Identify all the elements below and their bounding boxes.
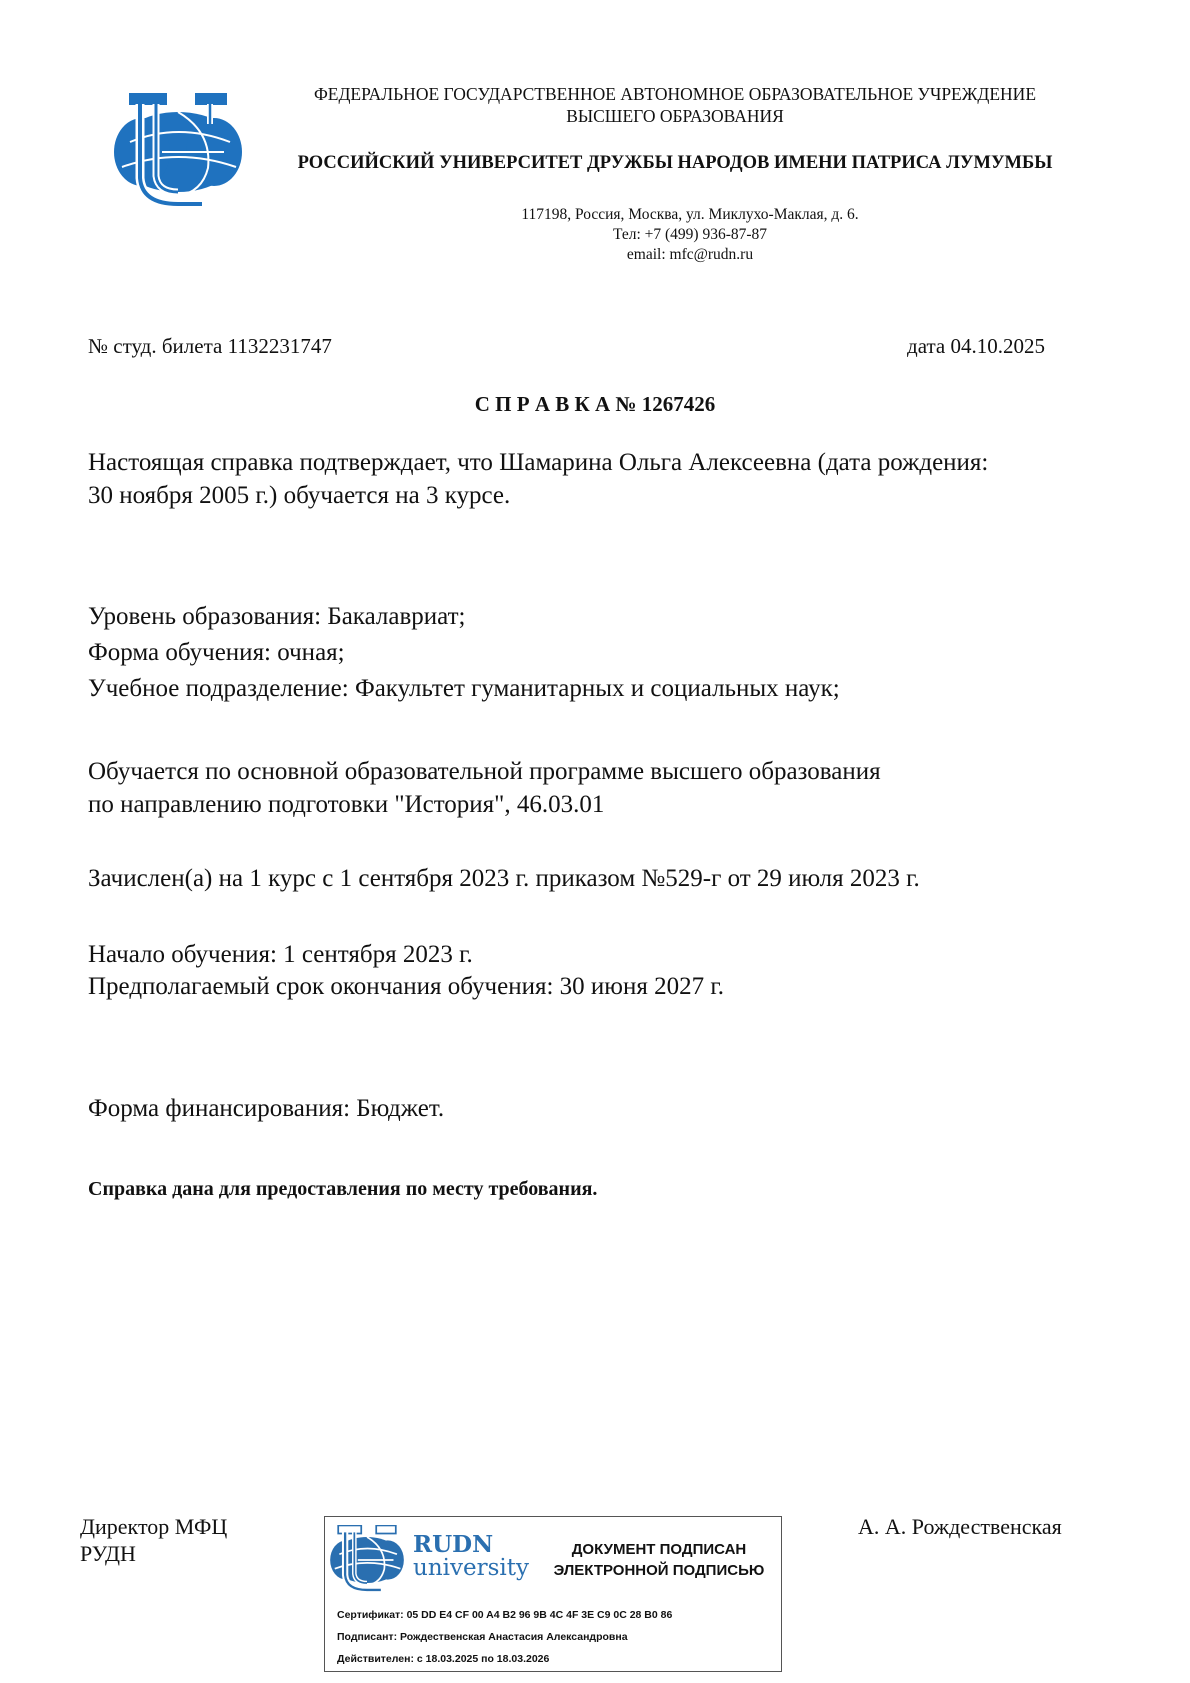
study-form: Форма обучения: очная; bbox=[88, 639, 345, 666]
study-start: Начало обучения: 1 сентября 2023 г. bbox=[88, 941, 473, 968]
program-line-2: по направлению подготовки "История", 46.03.01 bbox=[88, 791, 605, 818]
stamp-heading-line-1: ДОКУМЕНТ ПОДПИСАН bbox=[571, 1541, 747, 1558]
document-title: С П Р А В К А № 1267426 bbox=[474, 392, 716, 416]
funding: Форма финансирования: Бюджет. bbox=[88, 1095, 445, 1122]
signer-position-line-2: РУДН bbox=[80, 1541, 136, 1566]
validity-period: Действителен: с 18.03.2025 по 18.03.2026 bbox=[337, 1653, 550, 1665]
student-id: № студ. билета 1132231747 bbox=[88, 334, 332, 358]
document-date: дата 04.10.2025 bbox=[907, 334, 1045, 358]
header-line-2: ВЫСШЕГО ОБРАЗОВАНИЯ bbox=[566, 106, 784, 126]
signer-name: А. А. Рождественская bbox=[858, 1514, 1062, 1539]
signer-position-line-1: Директор МФЦ bbox=[80, 1514, 228, 1539]
rudn-logo-icon bbox=[329, 1525, 405, 1595]
enrollment: Зачислен(а) на 1 курс с 1 сентября 2023 г. приказом №529-г от 29 июля 2023 г. bbox=[88, 865, 920, 892]
stamp-heading-line-2: ЭЛЕКТРОННОЙ ПОДПИСЬЮ bbox=[553, 1562, 765, 1579]
rudn-brand-line-1: RUDN bbox=[413, 1531, 494, 1558]
university-name: РОССИЙСКИЙ УНИВЕРСИТЕТ ДРУЖБЫ НАРОДОВ ИМЕНИ ПАТРИСА ЛУМУМБЫ bbox=[297, 153, 1053, 173]
intro-line-1: Настоящая справка подтверждает, что Шамарина Ольга Алексеевна (дата рождения: bbox=[88, 449, 989, 476]
program-line-1: Обучается по основной образовательной программе высшего образования bbox=[88, 758, 881, 785]
header-line-1: ФЕДЕРАЛЬНОЕ ГОСУДАРСТВЕННОЕ АВТОНОМНОЕ ОБРАЗОВАТЕЛЬНОЕ УЧРЕЖДЕНИЕ bbox=[313, 84, 1037, 104]
purpose-note: Справка дана для предоставления по месту требования. bbox=[88, 1178, 598, 1200]
rudn-brand-line-2: university bbox=[413, 1555, 529, 1581]
education-level: Уровень образования: Бакалавриат; bbox=[88, 603, 466, 630]
email: email: mfc@rudn.ru bbox=[626, 246, 754, 263]
intro-line-2: 30 ноября 2005 г.) обучается на 3 курсе. bbox=[88, 482, 511, 509]
study-end: Предполагаемый срок окончания обучения: 30 июня 2027 г. bbox=[88, 973, 725, 1000]
certificate-number: Сертификат: 05 DD E4 CF 00 A4 B2 96 9B 4C 4F 3E C9 0C 28 B0 86 bbox=[337, 1609, 673, 1621]
division: Учебное подразделение: Факультет гуманитарных и социальных наук; bbox=[88, 675, 840, 702]
electronic-signature-stamp bbox=[324, 1516, 782, 1672]
stamp-signer: Подписант: Рождественская Анастасия Александровна bbox=[337, 1631, 628, 1643]
address: 117198, Россия, Москва, ул. Миклухо-Маклая, д. 6. bbox=[521, 206, 859, 223]
university-logo-icon bbox=[112, 92, 244, 212]
phone: Тел: +7 (499) 936-87-87 bbox=[612, 226, 768, 243]
